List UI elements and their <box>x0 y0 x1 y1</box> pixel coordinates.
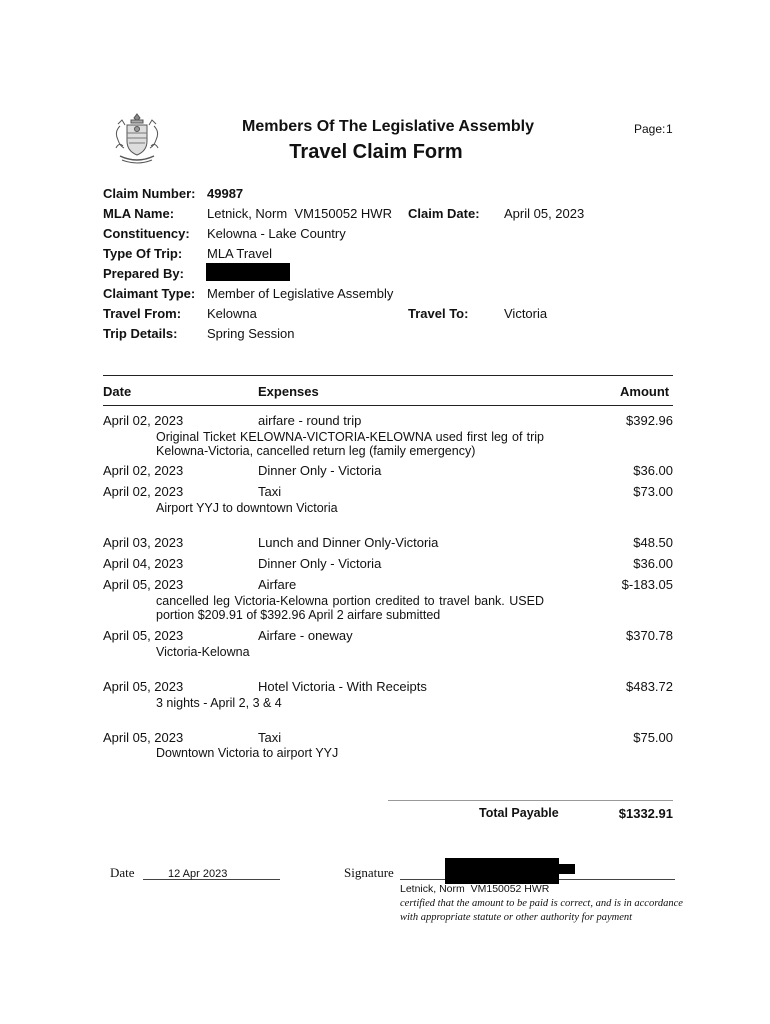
claim-number-label: Claim Number: <box>103 186 196 201</box>
row-note: cancelled leg Victoria-Kelowna portion credited to travel bank. USED portion $209.91 of $392.96 April 2 airfare submitted <box>156 594 544 622</box>
row-date: April 05, 2023 <box>103 679 184 694</box>
row-note: Victoria-Kelowna <box>156 645 250 659</box>
row-amount: $483.72 <box>626 679 673 694</box>
row-expense: Dinner Only - Victoria <box>258 463 382 478</box>
row-note: Original Ticket KELOWNA-VICTORIA-KELOWNA used first leg of trip Kelowna-Victoria, cancelled return leg (family emergency) <box>156 430 544 458</box>
row-amount: $370.78 <box>626 628 673 643</box>
page-number: 1 <box>666 122 673 136</box>
row-amount: $73.00 <box>633 484 673 499</box>
row-date: April 02, 2023 <box>103 484 184 499</box>
page-label: Page: <box>634 122 666 136</box>
claimant-type-label: Claimant Type: <box>103 286 196 301</box>
row-date: April 02, 2023 <box>103 463 184 478</box>
row-note: Airport YYJ to downtown Victoria <box>156 501 338 515</box>
redacted-signature <box>445 858 559 884</box>
certification-line-1: certified that the amount to be paid is correct, and is in accordance <box>400 898 683 909</box>
row-date: April 05, 2023 <box>103 730 184 745</box>
row-date: April 04, 2023 <box>103 556 184 571</box>
date-column-header: Date <box>103 384 132 399</box>
row-amount: $36.00 <box>633 463 673 478</box>
mla-name-value: Letnick, Norm VM150052 HWR <box>207 206 392 221</box>
row-date: April 03, 2023 <box>103 535 184 550</box>
expenses-column-header: Expenses <box>258 384 319 399</box>
row-expense: Airfare <box>258 577 297 592</box>
row-expense: Lunch and Dinner Only-Victoria <box>258 535 439 550</box>
row-expense: Taxi <box>258 484 282 499</box>
certification-line-2: with appropriate statute or other authority for payment <box>400 912 633 923</box>
trip-details-value: Spring Session <box>207 326 295 341</box>
travel-to-value: Victoria <box>504 306 548 321</box>
row-note: 3 nights - April 2, 3 & 4 <box>156 696 282 710</box>
date-value: 12 Apr 2023 <box>168 868 228 880</box>
total-rule <box>388 800 673 801</box>
claim-number-value: 49987 <box>207 186 244 201</box>
row-date: April 05, 2023 <box>103 628 184 643</box>
row-amount: $36.00 <box>633 556 673 571</box>
row-expense: airfare - round trip <box>258 413 362 428</box>
row-note: Downtown Victoria to airport YYJ <box>156 746 339 760</box>
total-payable-label: Total Payable <box>479 806 559 820</box>
row-date: April 02, 2023 <box>103 413 184 428</box>
row-amount: $392.96 <box>626 413 673 428</box>
row-amount: $75.00 <box>633 730 673 745</box>
claim-date-value: April 05, 2023 <box>504 206 585 221</box>
travel-from-label: Travel From: <box>103 306 182 321</box>
signer-name: Letnick, Norm VM150052 HWR <box>400 883 550 895</box>
row-expense: Airfare - oneway <box>258 628 353 643</box>
row-amount: $48.50 <box>633 535 673 550</box>
redacted-preparer <box>206 263 290 281</box>
amount-column-header: Amount <box>620 384 670 399</box>
row-expense: Hotel Victoria - With Receipts <box>258 679 427 694</box>
claim-date-label: Claim Date: <box>408 206 480 221</box>
row-amount: $-183.05 <box>621 577 673 592</box>
row-expense: Taxi <box>258 730 282 745</box>
mla-name-label: MLA Name: <box>103 206 175 221</box>
organization-title: Members Of The Legislative Assembly <box>242 118 534 135</box>
table-top-rule <box>103 375 673 376</box>
total-payable-amount: $1332.91 <box>618 806 673 821</box>
redacted-signature-tail <box>556 864 575 874</box>
signature-label: Signature <box>344 865 394 880</box>
constituency-label: Constituency: <box>103 226 190 241</box>
travel-to-label: Travel To: <box>408 306 469 321</box>
row-date: April 05, 2023 <box>103 577 184 592</box>
travel-from-value: Kelowna <box>207 306 257 321</box>
claimant-type-value: Member of Legislative Assembly <box>207 286 394 301</box>
constituency-value: Kelowna - Lake Country <box>207 226 346 241</box>
form-title: Travel Claim Form <box>289 141 463 163</box>
table-header-rule <box>103 405 673 406</box>
date-label: Date <box>110 865 135 880</box>
trip-type-label: Type Of Trip: <box>103 246 183 261</box>
row-expense: Dinner Only - Victoria <box>258 556 382 571</box>
trip-type-value: MLA Travel <box>207 246 273 261</box>
prepared-by-label: Prepared By: <box>103 266 184 281</box>
trip-details-label: Trip Details: <box>103 326 178 341</box>
